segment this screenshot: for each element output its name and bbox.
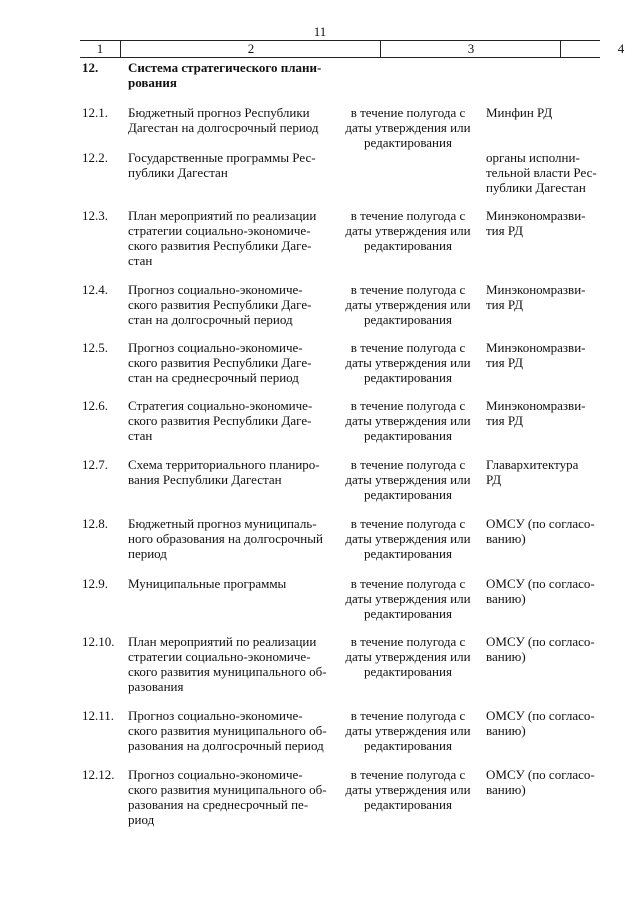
row-deadline	[338, 767, 478, 812]
row-deadline-line: даты утверждения или	[345, 649, 471, 664]
row-responsible-line: ОМСУ (по согласо-	[486, 634, 595, 649]
row-number: 12.11.	[82, 708, 115, 723]
row-responsible	[486, 708, 600, 738]
section-title-line: Система стратегического плани-	[128, 60, 322, 75]
row-document-name-line: ского развития муниципального об-	[128, 664, 327, 679]
row-document-name	[128, 457, 330, 487]
row-document-name-line: Муниципальные программы	[128, 576, 287, 591]
row-number: 12.8.	[82, 516, 108, 531]
row-deadline-line: редактирования	[364, 546, 452, 561]
row-responsible	[486, 457, 600, 487]
row-responsible-line: ванию)	[486, 723, 526, 738]
row-document-name-line: ского развития Республики Даге-	[128, 355, 312, 370]
header-col-3: 3	[380, 41, 561, 57]
row-responsible	[486, 340, 600, 370]
row-responsible	[486, 208, 600, 238]
section-number: 12.	[82, 60, 99, 75]
row-document-name-line: ского развития муниципального об-	[128, 723, 327, 738]
row-deadline	[338, 708, 478, 753]
row-document-name	[128, 767, 330, 827]
row-responsible-line: тия РД	[486, 297, 523, 312]
row-document-name-line: разования	[128, 679, 184, 694]
row-responsible-line: тия РД	[486, 413, 523, 428]
page-number: 11	[313, 24, 327, 39]
row-document-name	[128, 105, 330, 135]
row-document-name-line: публики Дагестан	[128, 165, 228, 180]
row-document-name-line: разования на долгосрочный период	[128, 738, 324, 753]
row-deadline-line: даты утверждения или	[345, 223, 471, 238]
row-responsible-line: тельной власти Рес-	[486, 165, 597, 180]
row-document-name-line: риод	[128, 812, 155, 827]
section-title	[128, 60, 330, 90]
row-deadline-line: в течение полугода с	[350, 708, 466, 723]
row-document-name-line: вания Республики Дагестан	[128, 472, 282, 487]
row-deadline	[338, 340, 478, 385]
row-document-name-line: стан на среднесрочный период	[128, 370, 299, 385]
row-document-name-line: ского развития Республики Даге-	[128, 297, 312, 312]
row-deadline	[338, 282, 478, 327]
row-deadline-line: даты утверждения или	[345, 413, 471, 428]
row-responsible-line: Главархитектура	[486, 457, 579, 472]
row-deadline-line: даты утверждения или	[345, 723, 471, 738]
row-document-name	[128, 282, 330, 327]
row-responsible-line: Минфин РД	[486, 105, 553, 120]
row-deadline-line: в течение полугода с	[350, 208, 466, 223]
row-document-name-line: Прогноз социально-экономиче-	[128, 340, 303, 355]
row-deadline-line: даты утверждения или	[345, 297, 471, 312]
row-document-name-line: Бюджетный прогноз муниципаль-	[128, 516, 317, 531]
row-number: 12.4.	[82, 282, 108, 297]
row-deadline-line: в течение полугода с	[350, 767, 466, 782]
row-responsible	[486, 634, 600, 664]
row-deadline-line: в течение полугода с	[350, 282, 466, 297]
row-responsible-line: тия РД	[486, 355, 523, 370]
row-deadline-line: даты утверждения или	[345, 355, 471, 370]
row-document-name	[128, 576, 330, 591]
row-document-name-line: Бюджетный прогноз Республики	[128, 105, 310, 120]
row-document-name-line: Прогноз социально-экономиче-	[128, 282, 303, 297]
row-deadline-line: в течение полугода с	[350, 516, 466, 531]
row-number: 12.5.	[82, 340, 108, 355]
row-document-name	[128, 208, 330, 268]
row-deadline-line: редактирования	[364, 738, 452, 753]
row-document-name-line: стратегии социально-экономиче-	[128, 223, 311, 238]
row-responsible-line: ОМСУ (по согласо-	[486, 576, 595, 591]
row-deadline-line: редактирования	[364, 428, 452, 443]
row-document-name	[128, 708, 330, 753]
row-number: 12.6.	[82, 398, 108, 413]
row-responsible-line: ОМСУ (по согласо-	[486, 767, 595, 782]
row-document-name-line: Стратегия социально-экономиче-	[128, 398, 313, 413]
row-deadline-line: в течение полугода с	[350, 398, 466, 413]
row-responsible	[486, 516, 600, 546]
row-deadline	[338, 208, 478, 253]
row-number: 12.7.	[82, 457, 108, 472]
row-responsible	[486, 105, 600, 120]
row-number: 12.9.	[82, 576, 108, 591]
row-document-name-line: Прогноз социально-экономиче-	[128, 767, 303, 782]
row-number: 12.3.	[82, 208, 108, 223]
row-number: 12.1.	[82, 105, 108, 120]
row-deadline-line: даты утверждения или	[345, 782, 471, 797]
row-number: 12.12.	[82, 767, 115, 782]
row-deadline	[338, 516, 478, 561]
table-header-row	[80, 40, 625, 58]
row-responsible-line: Минэкономразви-	[486, 340, 586, 355]
row-document-name-line: Прогноз социально-экономиче-	[128, 708, 303, 723]
row-responsible-line: Минэкономразви-	[486, 398, 586, 413]
row-document-name	[128, 150, 330, 180]
section-title-line: рования	[128, 75, 177, 90]
row-deadline-line: редактирования	[364, 664, 452, 679]
row-document-name-line: Схема территориального планиро-	[128, 457, 320, 472]
row-deadline-line: в течение полугода с	[350, 105, 466, 120]
row-responsible-line: Минэкономразви-	[486, 282, 586, 297]
row-deadline-line: в течение полугода с	[350, 576, 466, 591]
row-responsible	[486, 150, 600, 195]
row-deadline-line: даты утверждения или	[345, 591, 471, 606]
row-deadline	[338, 398, 478, 443]
row-document-name-line: ского развития муниципального об-	[128, 782, 327, 797]
row-deadline	[338, 105, 478, 150]
row-responsible-line: РД	[486, 472, 502, 487]
row-responsible-line: ОМСУ (по согласо-	[486, 516, 595, 531]
row-responsible-line: Минэкономразви-	[486, 208, 586, 223]
row-deadline-line: редактирования	[364, 487, 452, 502]
row-responsible	[486, 576, 600, 606]
row-deadline-line: редактирования	[364, 606, 452, 621]
row-document-name-line: стан на долгосрочный период	[128, 312, 293, 327]
row-document-name	[128, 634, 330, 694]
row-deadline-line: редактирования	[364, 135, 452, 150]
row-deadline-line: в течение полугода с	[350, 634, 466, 649]
row-number: 12.10.	[82, 634, 115, 649]
row-deadline	[338, 457, 478, 502]
row-document-name-line: Дагестан на долгосрочный период	[128, 120, 319, 135]
row-document-name-line: стан	[128, 253, 153, 268]
row-number: 12.2.	[82, 150, 108, 165]
row-document-name-line: ского развития Республики Даге-	[128, 238, 312, 253]
row-deadline-line: редактирования	[364, 238, 452, 253]
row-document-name-line: План мероприятий по реализации	[128, 634, 317, 649]
row-deadline	[338, 634, 478, 679]
row-document-name	[128, 398, 330, 443]
row-document-name-line: План мероприятий по реализации	[128, 208, 317, 223]
header-col-2: 2	[120, 41, 381, 57]
row-document-name-line: Государственные программы Рес-	[128, 150, 316, 165]
row-responsible-line: ОМСУ (по согласо-	[486, 708, 595, 723]
row-deadline-line: редактирования	[364, 797, 452, 812]
row-deadline-line: даты утверждения или	[345, 472, 471, 487]
row-responsible	[486, 398, 600, 428]
row-document-name-line: разования на среднесрочный пе-	[128, 797, 309, 812]
row-document-name-line: ского развития Республики Даге-	[128, 413, 312, 428]
row-responsible-line: ванию)	[486, 782, 526, 797]
row-responsible-line: ванию)	[486, 531, 526, 546]
header-col-1: 1	[96, 41, 104, 56]
row-deadline-line: редактирования	[364, 370, 452, 385]
row-deadline-line: даты утверждения или	[345, 120, 471, 135]
row-deadline-line: в течение полугода с	[350, 457, 466, 472]
row-document-name-line: ного образования на долгосрочный	[128, 531, 323, 546]
row-document-name-line: период	[128, 546, 167, 561]
row-responsible-line: ванию)	[486, 591, 526, 606]
row-deadline-line: даты утверждения или	[345, 531, 471, 546]
row-document-name	[128, 340, 330, 385]
row-deadline	[338, 576, 478, 621]
row-deadline-line: редактирования	[364, 312, 452, 327]
row-deadline-line: в течение полугода с	[350, 340, 466, 355]
row-responsible-line: ванию)	[486, 649, 526, 664]
row-responsible-line: публики Дагестан	[486, 180, 586, 195]
row-responsible-line: тия РД	[486, 223, 523, 238]
row-document-name-line: стан	[128, 428, 153, 443]
row-document-name	[128, 516, 330, 561]
row-responsible-line: органы исполни-	[486, 150, 580, 165]
row-document-name-line: стратегии социально-экономиче-	[128, 649, 311, 664]
row-responsible	[486, 282, 600, 312]
row-responsible	[486, 767, 600, 797]
header-col-4: 4	[560, 41, 640, 57]
